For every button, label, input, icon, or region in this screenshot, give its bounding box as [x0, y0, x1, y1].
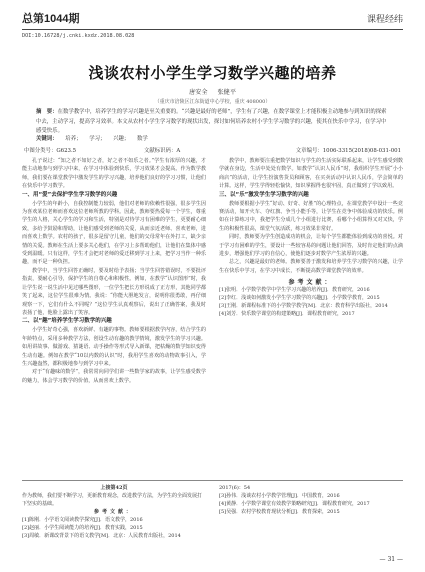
keywords-label: 关键词：: [36, 136, 58, 142]
body-paragraph: 小学生好奇心强，喜欢新鲜、有趣的事物。教师要根据教学内容，结合学生的年龄特点，采用多种教学方法，创设生动有趣的教学情境，激发学生的学习兴趣。如用讲故事、做游戏、猜谜语、动手操作等形式导入新课，把枯燥的数学知识变得生动有趣。例如在教学“10以内数的认识”时，我用学生喜欢的动物故事引入，学生兴趣盎然，都积极地参与到学习中来。: [22, 327, 206, 367]
reference-item: [3]周敏．新课改背景下的语文教学[M]．北京：人民教育出版社，2014: [22, 533, 181, 539]
section-heading: 二、以“趣”培养学生学习数学的兴趣: [22, 318, 112, 325]
keyword: 培养: [65, 136, 77, 142]
column-name: 课程经纬: [366, 14, 403, 24]
classification-line: [24, 146, 401, 156]
reference-item: [4]刘芳．快乐数学课堂的构建策略[J]．课程教育研究，2017: [219, 311, 355, 318]
author: 唐安全: [188, 89, 208, 96]
running-header: [22, 10, 403, 28]
references-heading: 参考文献：: [93, 509, 134, 515]
reference-item: [1]张明．小学数学教学中学生学习兴趣的培养[J]．教育研究，2016: [219, 287, 370, 294]
body-paragraph: 总之，兴趣是最好的老师。教师要善于激发和培养学生学习数学的兴趣，让学生在快乐中学习，在学习中成长，不断提高数学课堂教学的效率。: [219, 259, 403, 274]
reference-item: [2]赵丽．小学生阅读能力的培养[J]．教育实践，2015: [22, 525, 143, 531]
clc-number: 中图分类号：G623.5: [24, 148, 77, 154]
references-heading: 参考文献：: [288, 279, 334, 287]
body-paragraph: 同时，教师要为学生创造成功的机会，让每个学生都能体验到成功的喜悦。对于学习有困难的学生，要设计一些较容易的问题让他们回答，及时肯定他们的点滴进步，增强他们学习的自信心，使他们逐步对数学产生浓厚的兴趣。: [219, 234, 403, 258]
document-code: 文献标识码：A: [144, 148, 181, 154]
body-paragraph: 教学中，教师要注重把数学知识与学生的生活实际联系起来，让学生感受到数学就在身边，生活中处处有数学。如教学“认识人民币”时，我组织学生开展“小小商店”的活动，让学生扮演售货员和顾客，在买卖活动中认识人民币，学会简单的计算。这样，学生学得轻松愉快，知识掌握得也很牢固，真正做到了学以致用。: [219, 158, 403, 190]
body-paragraph: 小学生的年龄小，自我控制能力较弱，他们对老师的依赖性很强，很多学生因为喜欢某位老师而喜欢这位老师所教的学科。因此，教师要热爱每一个学生，尊重学生的人格，关心学生的学习和生活，特别是对待学习有困难的学生，更要耐心细致，多给予鼓励和帮助，让他们感受到老师的关爱，从而亲近老师、喜欢老师，进而喜欢上数学。农村的孩子，很多是留守儿童，他们的父母常年在外打工，缺少亲情的关爱。教师在生活上要多关心他们，在学习上多帮助他们，让他们在集体中感受到温暖。只有这样，学生才会把对老师的爱迁移到学习上来，把学习当作一种乐趣，而不是一种负担。: [22, 200, 206, 266]
body-paragraph: 教师要根据小学生“好动、好奇、好胜”的心理特点，在课堂教学中设计一些竞赛活动，如开火车、夺红旗、争当小能手等，让学生在竞争中体验成功的快乐。例如在计算练习中，我把学生分成几个小组进行比赛，看哪个小组算得又对又快，学生的积极性很高，课堂气氛活跃，练习效果非常好。: [219, 200, 403, 232]
reference-item: [1]陈刚．小学语文阅读教学探究[J]．语文教学，2016: [22, 517, 143, 523]
doi: DOI:10.16728/j.cnki.kxdz.2018.08.028: [22, 33, 135, 39]
article-title: 浅谈农村小学生学习数学兴趣的培养: [88, 64, 337, 82]
reference-item: [5]吴强．农村学校教育现状分析[J]．教育探索，2015: [219, 509, 340, 515]
issue-number: 总第1044期: [22, 13, 80, 25]
keyword: 数学: [137, 136, 148, 142]
abstract-text: 在数学教学中，培养学生的学习兴趣是至关重要的。“兴趣是最好的老师”，学生有了兴趣，在数学课堂上才能积极主动地参与到知识的探索中去，主动学习，提高学习效率。本文从农村小学生学习数学的现状出发，探讨如何培养农村小学生学习数学的兴趣，使其在快乐中学习，在学习中感受快乐。: [36, 109, 387, 134]
body-paragraph: 教学中，当学生回答正确时，要及时给予表扬；当学生回答错误时，不要批评指责，要耐心引导，保护学生的自尊心和积极性。例如，在教学“认识图形”时，我让学生说一说生活中见过哪些图形，一位学生把长方形说成了正方形，其他同学都笑了起来，这位学生很难为情。我说：“你能大胆地发言，说明你很勇敢，再仔细观察一下，它们有什么不同呢？”这位学生认真观察后，说出了正确答案，我及时表扬了他，他脸上露出了笑容。: [22, 267, 206, 316]
reference-item: [2]李红．浅谈如何激发小学生学习数学的兴趣[J]．小学数学教育，2015: [219, 295, 380, 302]
continued-text-left: [22, 484, 206, 540]
section-rule: [22, 480, 403, 481]
abstract-label: 摘 要：: [36, 109, 58, 115]
keywords: 关键词： 培养； 学习； 兴趣； 数学: [36, 136, 148, 142]
body-column-left: [22, 157, 206, 385]
reference-item: [4]黄静．小学数学课堂有效教学策略研究[J]．课程教育研究，2017: [219, 501, 370, 507]
reference-item: [3]孙伟．浅谈农村小学教学管理[J]．中国教育，2016: [219, 493, 340, 499]
section-heading: 三、以“乐”激发学生学习数学的兴趣: [219, 191, 309, 198]
abstract: [36, 108, 389, 137]
keyword: 兴趣: [113, 136, 124, 142]
continued-note: 上接第42页: [100, 485, 128, 491]
header-rule: [22, 29, 403, 30]
body-paragraph: 对于“有趣味的数学”，我常常向同学们讲一些数学家的故事，让学生感受数学的魅力，体会学习数学的价值，从而喜欢上数学。: [22, 369, 206, 384]
author: 张健平: [217, 89, 237, 96]
authors: [0, 87, 425, 96]
reference-item: [3]王刚．新课程标准下的小学数学教学[M]．北京：教育科学出版社，2014: [219, 303, 388, 310]
section-heading: 一、用“爱”去保护学生学习数学的兴趣: [22, 191, 118, 198]
reference-item: 2017(6)：54: [219, 485, 251, 491]
affiliation: （重庆市涪陵区江东街道中心学校，重庆 408000）: [154, 99, 271, 105]
continued-text-right: [219, 484, 403, 516]
body-paragraph: 作为教师，我们要不断学习，更新教育观念，改进教学方法，为学生的全面发展打下坚实的基础。: [22, 493, 203, 507]
article-number: 文章编号：1006-3315(2018)08-031-001: [295, 148, 401, 154]
body-column-right: [219, 157, 403, 318]
page-number: — 31 —: [379, 556, 403, 563]
body-paragraph: 孔子说过：“知之者不如好之者，好之者不如乐之者。”学生有浓厚的兴趣，才能主动地参与到学习中来，在学习中体验到快乐，学习效果才会提高。作为数学教师，我们要在课堂教学中激发学生的学习兴趣，培养他们良好的学习习惯，让他们在快乐中学习数学。: [22, 158, 206, 190]
keyword: 学习: [89, 136, 100, 142]
